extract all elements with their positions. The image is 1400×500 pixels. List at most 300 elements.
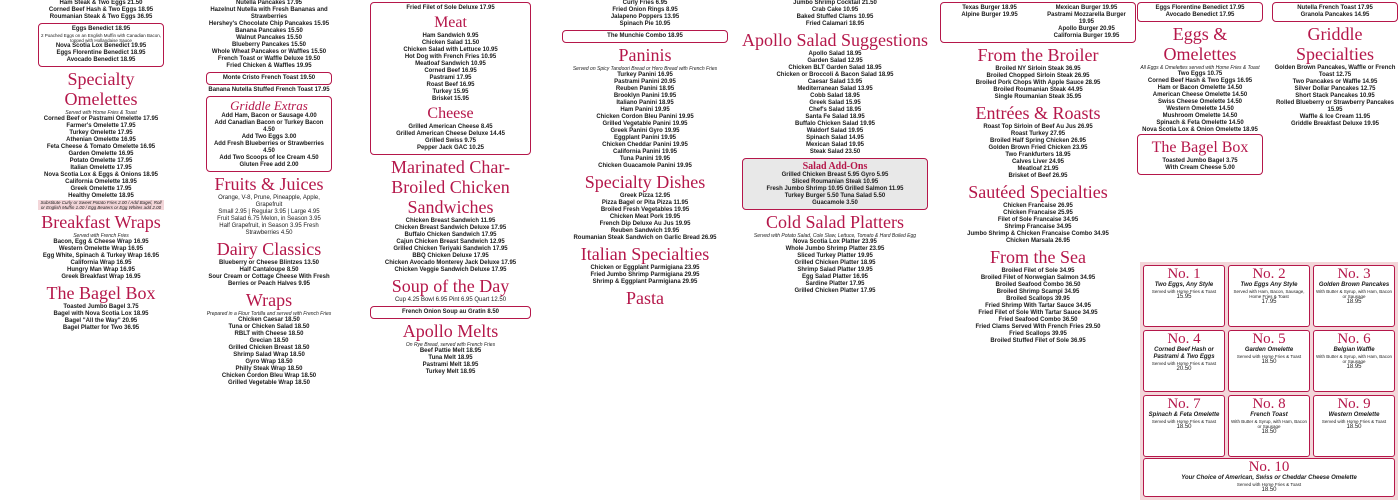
menu-item: Meatloaf 21.95 (1017, 166, 1059, 172)
menu-item: Whole Jumbo Shrimp Platter 23.95 (785, 246, 885, 252)
menu-item: Granola Pancakes 14.95 (1300, 12, 1370, 18)
menu-item: Hershey's Chocolate Chip Pancakes 15.95 (208, 21, 330, 27)
menu-item: Shrimp Salad Wrap 18.50 (233, 352, 305, 358)
breakfast-combos (1140, 262, 1398, 500)
menu-item: Roumanian Steak & Two Eggs 36.95 (49, 14, 153, 20)
menu-item: Athenian Omelette 16.95 (66, 137, 136, 143)
menu-item: Mexican Burger 19.95 (1055, 5, 1118, 11)
menu-item: Nova Scotia Lox & Eggs & Onions 18.95 (43, 172, 159, 178)
menu-item: Fried Clams Served With French Fries 29.50 (975, 324, 1101, 330)
menu-item: Roumanian Steak Sandwich on Garlic Bread 26.95 (573, 235, 717, 241)
combo-price: 18.50 (1176, 424, 1192, 430)
menu-item: Broiled Shrimp Scampi 34.95 (996, 289, 1080, 295)
combo-price: 15.95 (1176, 294, 1192, 300)
menu-item: California Burger 19.95 (1053, 33, 1120, 39)
griddle-extras-title: Griddle Extras (230, 98, 308, 113)
menu-item: Half Grapefruit, in Season 3.95 Fresh Strawberries 4.50 (219, 223, 319, 236)
combo-num: No. 1 (1167, 266, 1201, 282)
combo-name: Two Eggs Any Style (1240, 282, 1298, 288)
combo-desc: With Butter & Syrup, with Ham, Bacon or Sausage (1315, 289, 1393, 299)
menu-item: Nova Scotia Lox & Onion Omelette 18.95 (1142, 127, 1258, 133)
eggs-subtitle: All Eggs & Omelettes served with Home Fries & Toast (1140, 65, 1260, 71)
combo-4 (1143, 330, 1225, 392)
menu-item: Turkey Melt 18.95 (425, 369, 476, 375)
menu-item: Sliced Roumanian Steak 10.95 (791, 179, 879, 185)
menu-item: Chicken BLT Garden Salad 18.95 (788, 65, 882, 71)
menu-item: Single Roumanian Steak 35.95 (994, 94, 1082, 100)
fruits-list (206, 195, 332, 237)
combo-10-name: Your Choice of American, Swiss or Cheddar Cheese Omelette (1181, 475, 1357, 481)
griddle-extras-box (206, 96, 332, 172)
combo-num: No. 6 (1337, 331, 1371, 347)
salad-addons-box (742, 158, 928, 210)
menu-item: Western Omelette Wrap 16.95 (58, 246, 144, 252)
menu-item: Fried Chicken & Waffles 19.95 (226, 63, 312, 69)
combo-desc: Served with Home Fries & Toast (1236, 354, 1302, 359)
col-panini (560, 0, 730, 500)
menu-item: Italiano Panini 18.95 (616, 100, 674, 106)
menu-item: Greek Omelette 17.95 (70, 186, 132, 192)
entrees-title: Entrées & Roasts (975, 103, 1101, 123)
cold-platters-subtitle: Served with Potato Salad, Cole Slaw, Lettuce, Tomato & Hard Boiled Egg (753, 233, 917, 239)
combo-price: 18.95 (1346, 299, 1362, 305)
menu-item: Walnut Pancakes 15.50 (236, 35, 302, 41)
menu-item: Chicken Francaise 26.95 (1003, 203, 1073, 209)
combo-desc: Served with Home Fries & Toast (1151, 361, 1217, 366)
col-griddle (1270, 0, 1400, 262)
menu-item: Bagel "All the Way" 20.95 (64, 318, 138, 324)
col-pancakes (204, 0, 334, 500)
menu-item: Waldorf Salad 19.95 (806, 128, 864, 134)
menu-item: Bagel with Nova Scotia Lox 18.95 (53, 311, 149, 317)
menu-item: Grilled Chicken Breast 5.95 Gyro 5.95 (781, 172, 889, 178)
griddle-title: Griddle Specialties (1296, 24, 1374, 64)
benedict-right-box (1137, 2, 1263, 22)
combo-num: No. 7 (1167, 396, 1201, 412)
sandwich-top (373, 5, 528, 12)
menu-item: Reuben Panini 18.95 (615, 86, 675, 92)
menu-item: Caesar Salad 13.95 (807, 79, 863, 85)
menu-item: Egg White, Spinach & Turkey Wrap 16.95 (42, 253, 160, 259)
menu-item: Grilled Chicken Platter 17.95 (794, 288, 876, 294)
combo-price: 18.50 (1261, 429, 1277, 435)
menu-item: Alpine Burger 19.95 (961, 12, 1018, 18)
munchie-combo: The Munchie Combo 18.95 (607, 33, 683, 39)
bagel-right-title: The Bagel Box (1151, 139, 1249, 156)
menu-item: Corned Beef Hash & Two Eggs 18.95 (48, 7, 154, 13)
menu-item: Apollo Burger 20.95 (1058, 26, 1115, 32)
menu-item: Chicken or Eggplant Parmigiana 23.95 (590, 265, 700, 271)
menu-item: Grilled Chicken Platter 18.95 (794, 260, 876, 266)
menu-item: Healthy Omelette 18.95 (68, 193, 134, 199)
menu-item: Turkey 15.95 (432, 89, 469, 95)
meat-title: Meat (434, 14, 467, 31)
menu-item: Buffalo Chicken Sandwich 17.95 (404, 232, 497, 238)
cheese-list (373, 124, 528, 152)
menu-item: Whole Wheat Pancakes or Waffles 15.50 (211, 49, 327, 55)
menu-item: Orange, V-8, Prune, Pineapple, Apple, Grapefruit (218, 195, 320, 208)
menu-item: Mexican Salad 19.95 (805, 142, 865, 148)
marinated-title: Marinated Char-Broiled Chicken Sandwiches (390, 157, 511, 217)
panini-list (562, 72, 728, 170)
menu-item: Cobb Salad 18.95 (810, 93, 860, 99)
menu-item: Beef Pattie Melt 18.95 (419, 348, 482, 354)
melts-subtitle: On Rye Bread, served with French Fries (405, 342, 496, 348)
col-entrees (938, 0, 1138, 500)
menu-item: Meatloaf Sandwich 10.95 (415, 61, 486, 67)
menu-item: Ham Panini 19.95 (620, 107, 670, 113)
combo-2 (1228, 265, 1310, 327)
menu-item: California Wrap 16.95 (70, 260, 132, 266)
menu-item: Curly Fries 6.95 (622, 0, 668, 6)
munchie-box (562, 30, 728, 43)
italian-title: Italian Specialties (580, 244, 710, 264)
menu-item: Eggs Florentine Benedict 18.95 (56, 50, 146, 56)
combo-price: 18.50 (1346, 424, 1362, 430)
nutella-block (206, 0, 332, 21)
combo-name: Spinach & Feta Omelette (1148, 412, 1220, 418)
combo-name: Belgian Waffle (1333, 347, 1375, 353)
menu-item: Jumbo Shrimp & Chicken Francaise Combo 34.95 (967, 231, 1109, 237)
menu-item: Cajun Chicken Breast Sandwich 12.95 (396, 239, 505, 245)
subs-note: Substitute Curly or Sweet Potato Fries 2.00 / Add Bagel, Roll or English Muffin 1.00 / Egg Beaters or Egg Whites add 2.00 (38, 200, 164, 210)
menu-item: RBLT with Cheese 18.50 (234, 331, 304, 337)
menu-item: Toasted Jumbo Bagel 3.75 (1162, 158, 1238, 164)
menu-item: Avocado Benedict 17.95 (1165, 12, 1235, 18)
menu-item: Corned Beef 16.95 (424, 68, 477, 74)
fruits-title: Fruits & Juices (214, 174, 324, 194)
menu-item: Pastrami 17.95 (429, 75, 472, 81)
onion-soup: French Onion Soup au Gratin 8.50 (401, 309, 499, 315)
eggs-list (1137, 71, 1263, 134)
menu-item: Filet of Sole Francaise 34.95 (997, 217, 1079, 223)
col-eggs (1135, 0, 1265, 262)
menu-item: Spinach Pie 10.95 (619, 21, 671, 27)
combo-10-price: 18.50 (1261, 487, 1277, 493)
menu-item: Golden Brown Pancakes, Waffle or French Toast 12.75 (1274, 65, 1396, 78)
wraps2-title: Wraps (245, 290, 293, 310)
benedict-desc: 2 Poached Eggs on an English Muffin with Canadian Bacon, topped with Hollandaise Sauce (41, 33, 161, 43)
menu-item: Farmer's Omelette 17.95 (66, 123, 136, 129)
menu-item: Avocado Benedict 18.95 (66, 57, 136, 63)
salad-addons-title: Salad Add-Ons (802, 161, 868, 172)
menu-item: Add Ham, Bacon or Sausage 4.00 (221, 113, 317, 119)
combo-name: French Toast (1250, 412, 1288, 418)
menu-item: Fried Shrimp With Tartar Sauce 34.95 (985, 303, 1091, 309)
cold-platters-title: Cold Salad Platters (766, 212, 904, 232)
menu-item: Broiled Filet of Sole 34.95 (1001, 268, 1075, 274)
menu-item: Eggs Florentine Benedict 17.95 (1155, 5, 1245, 11)
menu-item: Fried Filet of Sole With Tartar Sauce 34.95 (978, 310, 1098, 316)
combo-num: No. 5 (1252, 331, 1286, 347)
menu-item: Banana Pancakes 15.50 (235, 28, 303, 34)
menu-item: Hazelnut Nutella with Fresh Bananas and Strawberries (210, 7, 328, 20)
appetizer-list (562, 0, 728, 28)
menu-item: Nova Scotia Lox Platter 23.95 (793, 239, 877, 245)
bagel-box-title: The Bagel Box (46, 283, 156, 303)
combo-10-desc: Served with Home Fries & Toast (1236, 482, 1302, 487)
menu-item: Corned Beef Hash & Two Eggs 16.95 (1147, 78, 1253, 84)
panini-title: Paninis (618, 45, 672, 65)
menu-item: Chicken Salad 11.50 (421, 40, 480, 46)
combo-num: No. 9 (1337, 396, 1371, 412)
griddle-list (1272, 65, 1398, 128)
menu-item: Broiled Chopped Sirloin Steak 26.95 (986, 73, 1090, 79)
wraps-title: Breakfast Wraps (41, 212, 161, 232)
combo-num: No. 3 (1337, 266, 1371, 282)
wraps2-subtitle: Prepared in a Flour Tortilla and served with French Fries (206, 311, 332, 317)
menu-item: Western Omelette 14.50 (1166, 106, 1234, 112)
menu-item: Chicken Cordon Bleu Wrap 18.50 (221, 373, 317, 379)
menu-item: Pepper Jack GAC 10.25 (416, 145, 485, 151)
menu-item: Grilled Chicken Breast 18.50 (228, 345, 310, 351)
menu-item: Small 2.95 | Regular 3.95 | Large 4.95 (218, 209, 320, 215)
melts-title: Apollo Melts (402, 321, 499, 341)
sandwich-box (370, 2, 531, 155)
combo-price: 18.95 (1346, 364, 1362, 370)
menu-item: Fried Jumbo Shrimp Parmigiana 29.95 (590, 272, 700, 278)
omelettes-list (38, 116, 164, 200)
combo-6 (1313, 330, 1395, 392)
menu-item: Two Eggs 10.75 (1177, 71, 1223, 77)
menu-item: Egg Salad Platter 16.95 (801, 274, 869, 280)
combo-5 (1228, 330, 1310, 392)
menu-item: Short Stack Pancakes 10.95 (1295, 93, 1375, 99)
menu-item: Tuna Panini 19.95 (619, 156, 671, 162)
menu-item: Rolled Blueberry or Strawberry Pancakes 15.95 (1275, 100, 1395, 113)
menu-item: California Panini 19.95 (612, 149, 678, 155)
monte-cristo: Monte Cristo French Toast 19.50 (222, 75, 316, 81)
combo-price: 17.95 (1261, 299, 1277, 305)
menu-item: Apollo Salad 18.95 (808, 51, 862, 57)
menu-item: Roast Beef 16.95 (426, 82, 475, 88)
menu-item: Roast Top Sirloin of Beef Au Jus 26.95 (983, 124, 1093, 130)
dairy-title: Dairy Classics (216, 239, 322, 259)
combo-desc: Served with Home Fries & Toast (1151, 419, 1217, 424)
menu-item: Gyro Wrap 18.50 (245, 359, 293, 365)
menu-item: Sliced Turkey Platter 19.95 (797, 253, 873, 259)
menu-item: Chef's Salad 18.95 (808, 107, 862, 113)
eggs-title: Eggs & Omelettes (1163, 24, 1237, 64)
menu-item: Spinach & Feta Omelette 14.50 (1156, 120, 1244, 126)
seafood-apps (742, 0, 928, 28)
bagel-box-right (1137, 134, 1263, 175)
menu-item: Nova Scotia Lox Benedict 19.95 (55, 43, 147, 49)
menu-item: Griddle Breakfast Deluxe 19.95 (1290, 121, 1380, 127)
combo-desc: With Butter & Syrup, with Ham, Bacon or Sausage (1315, 354, 1393, 364)
menu-item: Grilled Vegetable Wrap 18.50 (228, 380, 310, 386)
menu-item: Mushroom Omelette 14.50 (1162, 113, 1238, 119)
menu-item: Sour Cream or Cottage Cheese With Fresh Berries or Peach Halves 9.95 (208, 274, 330, 287)
menu-item: Chicken Caesar 18.50 (238, 317, 300, 323)
col-sandwiches (368, 0, 533, 500)
combo-desc: Served with Ham, Bacon, Sausage, Home Fries & Toast (1233, 289, 1305, 299)
combo-price: 18.50 (1261, 359, 1277, 365)
combo-9 (1313, 395, 1395, 457)
menu-item: French Dip Deluxe Au Jus 19.95 (599, 221, 691, 227)
combo-10-num: No. 10 (1248, 459, 1290, 475)
menu-item: Baked Stuffed Clams 10.95 (796, 14, 874, 20)
menu-item: Mediterranean Salad 13.95 (797, 86, 873, 92)
menu-item: Gluten Free add 2.00 (239, 162, 299, 168)
menu-item: Half Cantaloupe 8.50 (239, 267, 299, 273)
menu-item: Swiss Cheese Omelette 14.50 (1157, 99, 1243, 105)
sea-list (940, 268, 1136, 345)
menu-item: Grilled American Cheese Deluxe 14.45 (396, 131, 505, 137)
combo-7 (1143, 395, 1225, 457)
combo-10 (1143, 458, 1395, 497)
menu-item: Bagel Platter for Two 36.95 (62, 325, 140, 331)
menu-item: Fruit Salad 6.75 Melon, in Season 3.95 (217, 216, 321, 222)
menu-item: Grilled Chicken Teriyaki Sandwich 17.95 (393, 246, 508, 252)
menu-item: Pastrami Mozzarella Burger 19.95 (1047, 12, 1126, 25)
menu-item: Greek Pizza 12.95 (619, 193, 671, 199)
menu-item: Blueberry Pancakes 15.50 (231, 42, 307, 48)
menu-item: Chicken Salad with Lettuce 10.95 (403, 47, 498, 53)
menu-item: Broiled Filet of Norwegian Salmon 34.95 (980, 275, 1096, 281)
menu-item: Grilled Swiss 9.75 (424, 138, 477, 144)
bagel-right-list (1140, 158, 1260, 172)
menu-item: Shrimp Francaise 34.95 (1004, 224, 1072, 230)
menu-item: Chicken Marsala 26.95 (1005, 238, 1071, 244)
menu-item: Golden Brown Fried Chicken 23.95 (988, 145, 1088, 151)
menu-item: Ham Steak & Two Eggs 21.50 (59, 0, 143, 6)
omelettes-title: Specialty Omelettes (64, 69, 138, 109)
menu-item: Grecian 18.50 (249, 338, 289, 344)
omelettes-subtitle: Served with Home Fries & Toast (65, 110, 137, 116)
sauteed-list (940, 203, 1136, 245)
menu-item: Brisket of Beef 26.95 (1008, 173, 1068, 179)
melts-list (370, 348, 531, 376)
menu-item: Sardine Platter 17.95 (805, 281, 865, 287)
panini-subtitle: Served on Spicy Tandoori Bread or Hero Bread with French Fries (572, 66, 718, 72)
menu-item: Fried Filet of Sole Deluxe 17.95 (406, 5, 495, 11)
menu-item: Blueberry or Cheese Blintzes 13.50 (218, 260, 320, 266)
combo-desc: With Butter & Syrup, with Ham, Bacon or Sausage (1230, 419, 1308, 429)
menu-item: Garden Salad 12.95 (807, 58, 863, 64)
menu-item: Garden Omelette 16.95 (68, 151, 134, 157)
menu-item: Chicken Guacamole Panini 19.95 (598, 163, 692, 169)
menu-item: Philly Steak Wrap 18.50 (235, 366, 303, 372)
italian-list (562, 265, 728, 286)
menu-item: Broiled Pork Chops With Apple Sauce 28.95 (975, 80, 1101, 86)
menu-item: Broiled Roumanian Steak 44.95 (993, 87, 1083, 93)
menu-item: Nutella Pancakes 17.95 (235, 0, 303, 6)
menu-item: Bacon, Egg & Cheese Wrap 16.95 (53, 239, 149, 245)
menu-item: With Cream Cheese 5.00 (1165, 165, 1235, 171)
menu-item: Fried Onion Rings 8.95 (612, 7, 678, 13)
menu-item: Turkey Omelette 17.95 (69, 130, 133, 136)
menu-item: Chicken Cordon Bleu Panini 19.95 (596, 114, 694, 120)
combo-name: Garden Omelette (1244, 347, 1294, 353)
burger-list-right (1040, 5, 1133, 40)
menu-item: Eggplant Panini 19.95 (613, 135, 676, 141)
menu-item: Guacamole 3.50 (812, 200, 858, 206)
combo-1 (1143, 265, 1225, 327)
menu-item: Fried Seafood Combo 36.50 (998, 317, 1078, 323)
menu-item: Greek Salad 15.95 (809, 100, 861, 106)
menu-item: Texas Burger 18.95 (962, 5, 1017, 11)
menu-item: Fresh Jumbo Shrimp 10.95 Grilled Salmon 11.95 (766, 186, 904, 192)
broiler-list (940, 66, 1136, 101)
menu-item: Greek Breakfast Wrap 16.95 (61, 274, 141, 280)
combo-price: 20.50 (1176, 366, 1192, 372)
menu-item: American Cheese Omelette 14.50 (1152, 92, 1248, 98)
menu-item: Fried Calamari 18.95 (805, 21, 865, 27)
menu-item: Tuna Melt 18.95 (428, 355, 473, 361)
menu-item: Italian Omelette 17.95 (70, 165, 132, 171)
specialty-title: Specialty Dishes (584, 172, 706, 192)
menu-item: Chicken Meat Pork 19.95 (609, 214, 681, 220)
menu-item: Chicken Cheddar Panini 19.95 (602, 142, 688, 148)
benedict-box (38, 23, 164, 67)
menu-item: Add Two Scoops of Ice Cream 4.50 (219, 155, 319, 161)
combo-num: No. 8 (1252, 396, 1286, 412)
menu-item: Grilled Vegetable Panini 19.95 (602, 121, 688, 127)
benedict-list (41, 43, 161, 64)
salads-list (742, 51, 928, 156)
menu-item: Turkey Burger 5.50 Tuna Salad 5.50 (784, 193, 886, 199)
entrees-list (940, 124, 1136, 180)
bagel-box-list (38, 304, 164, 332)
menu-item: Broiled Scallops 39.95 (1006, 296, 1070, 302)
menu-item: Tuna or Chicken Salad 18.50 (228, 324, 310, 330)
cheese-title: Cheese (427, 105, 474, 122)
menu-item: Grilled American Cheese 8.45 (408, 124, 493, 130)
menu-item: Jumbo Shrimp Cocktail 21.50 (793, 0, 877, 6)
soup-title: Soup of the Day (391, 276, 510, 296)
soup-sizes: Cup 4.25 Bowl 6.95 Pint 6.95 Quart 12.50 (394, 297, 507, 303)
menu-item: Buffalo Chicken Salad 19.95 (794, 121, 876, 127)
combo-num: No. 2 (1252, 266, 1286, 282)
monte-cristo-box (206, 72, 332, 85)
meat-list (373, 33, 528, 103)
menu-item: Add Fresh Blueberries or Strawberries 4.50 (213, 141, 325, 154)
menu-item: California Omelette 18.95 (65, 179, 137, 185)
menu-item: Nutella French Toast 17.95 (1297, 5, 1373, 11)
wraps-list (38, 239, 164, 281)
combo-num: No. 4 (1167, 331, 1201, 347)
menu-item: Pastrami Melt 18.95 (422, 362, 479, 368)
menu-item: Turkey Panini 16.95 (617, 72, 673, 78)
menu-item: Corned Beef or Pastrami Omelette 17.95 (43, 116, 159, 122)
combo-name: Two Eggs, Any Style (1154, 282, 1214, 288)
menu-item: Waffle & Ice Cream 11.95 (1299, 114, 1371, 120)
menu-item: Greek Panini Gyro 19.95 (610, 128, 680, 134)
wraps-subtitle: Served with French Fries (73, 233, 129, 239)
top-items (38, 0, 164, 21)
col-salads (740, 0, 930, 500)
menu-item: Broiled Half Spring Chicken 26.95 (989, 138, 1087, 144)
combo-3 (1313, 265, 1395, 327)
pancake-list (206, 21, 332, 70)
salad-addons-list (745, 172, 925, 207)
menu-item: Santa Fe Salad 18.95 (805, 114, 865, 120)
nutella-toast: Banana Nutella Stuffed French Toast 17.95 (208, 87, 330, 93)
onion-soup-box (370, 306, 531, 319)
menu-item: Broiled Fresh Vegetables 19.95 (600, 207, 690, 213)
menu-item: Ham or Bacon Omelette 14.50 (1157, 85, 1243, 91)
burger-list-left (943, 5, 1036, 40)
menu-item: Brisket 15.95 (431, 96, 470, 102)
menu-item: Hungry Man Wrap 16.95 (67, 267, 135, 273)
menu-item: Pizza Bagel or Pita Pizza 11.95 (601, 200, 689, 206)
combo-name: Western Omelette (1328, 412, 1380, 418)
menu-item: Chicken Avocado Monterey Jack Deluxe 17.95 (384, 260, 517, 266)
combo-name: Corned Beef Hash or Pastrami & Two Eggs (1153, 347, 1215, 360)
menu-item: Spinach Salad 14.95 (806, 135, 864, 141)
combo-desc: Served with Home Fries & Toast (1151, 289, 1217, 294)
